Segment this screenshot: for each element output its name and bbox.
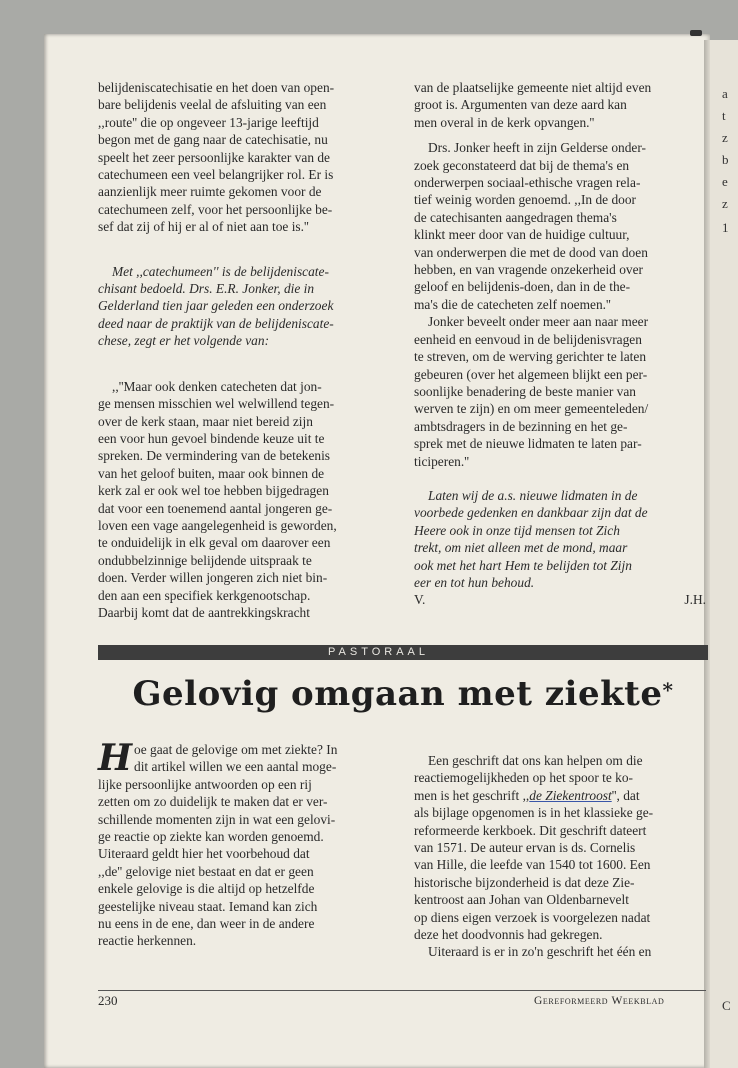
text-line: reformeerde kerkboek. Dit geschrift dateert	[414, 822, 647, 838]
column-right-top	[414, 79, 706, 609]
facing-page-fragment: e	[722, 174, 728, 189]
closing-paragraph	[414, 487, 706, 591]
text-line: ook met het hart Hem te belijden tot Zijn	[414, 557, 632, 573]
text-line: den aan een specifiek kerkgenootschap.	[98, 587, 311, 603]
text-fragment: men is het geschrift ,,	[414, 787, 530, 803]
text-line: zetten om zo duidelijk te maken dat er ver-	[98, 794, 328, 810]
facing-page-edge	[704, 40, 738, 1068]
text-line: klinkt meer door van de huidige cultuur,	[414, 227, 630, 243]
headline-text: Gelovig omgaan met ziekte	[132, 674, 663, 714]
text-line: belijdeniscatechisatie en het doen van open-	[98, 80, 335, 95]
paragraph	[414, 313, 706, 470]
section-bar	[98, 645, 708, 660]
text-line: van Hille, die leefde van 1540 tot 1600. Een	[414, 857, 651, 873]
text-line: doen. Verder willen jongeren zich niet bin-	[98, 570, 328, 586]
text-line: ondubbelzinnige belijdende uitspraak te	[98, 552, 312, 568]
facing-page-fragment: z	[722, 196, 728, 211]
text-line: Laten wij de a.s. nieuwe lidmaten in de	[428, 487, 638, 503]
signature-right: J.H.	[684, 592, 706, 608]
text-line: zoek geconstateerd dat bij de thema's en	[414, 157, 630, 173]
text-line: trekt, om niet alleen met de mond, maar	[414, 540, 628, 556]
column-right-bottom	[414, 752, 706, 961]
text-line: Heere ook in onze tijd mensen tot Zich	[414, 522, 620, 538]
text-line: groot is. Argumenten van deze aard kan	[414, 97, 627, 113]
ziekentroost-link[interactable]: de Ziekentroost	[529, 787, 612, 803]
text-line: hebben, en van vragende onzekerheid over	[414, 262, 644, 278]
facing-page-fragment: 1	[722, 220, 729, 235]
page-number: 230	[98, 993, 118, 1008]
text-line: lijke persoonlijke antwoorden op een rij	[98, 776, 312, 792]
text-line: eer en tot hun behoud.	[414, 574, 535, 590]
text-line: ,,de'' gelovige niet bestaat en dat er geen	[98, 863, 314, 879]
text-line: aanzienlijk meer ruimte gekomen voor de	[98, 184, 322, 200]
text-line: Jonker beveelt onder meer aan naar meer	[428, 314, 649, 330]
text-line: van de plaatselijke gemeente niet altijd even	[414, 80, 652, 95]
text-line: ,,''Maar ook denken catecheten dat jon-	[112, 378, 322, 394]
quote-paragraph	[98, 378, 394, 622]
text-line: nu eens in de ene, dan weer in de andere	[98, 916, 315, 932]
footnote-mark: *	[662, 678, 674, 702]
text-line: men overal in de kerk opvangen.''	[414, 114, 595, 130]
text-line: tief weinig worden genoemd. ,,In de door	[414, 192, 636, 208]
text-line: ticiperen.''	[414, 453, 470, 469]
text-line: catechumeen zelf, voor het persoonlijke be-	[98, 201, 333, 217]
section-label: PASTORAAL	[328, 646, 430, 658]
text-line: de catechisanten aangedragen thema's	[414, 209, 617, 225]
signature-line	[414, 591, 706, 608]
text-line: ge reactie op ziekte kan worden genoemd.	[98, 829, 324, 845]
text-line: Uiteraard geldt hier het voorbehoud dat	[98, 846, 310, 862]
text-line: Daarbij komt dat de aantrekkingskracht	[98, 604, 310, 620]
text-line: schillende momenten zijn in wat een gelovi-	[98, 811, 336, 827]
text-line: eenheid en eenvoud in de belijdenisvragen	[414, 331, 642, 347]
text-line: sprek met de nieuwe lidmaten te laten par-	[414, 436, 642, 452]
text-line: van het geloof buiten, maar ook binnen de	[98, 465, 325, 481]
article-headline	[98, 672, 708, 716]
text-line: Een geschrift dat ons kan helpen om die	[428, 753, 643, 768]
column-left-bottom	[98, 737, 394, 950]
text-line: een voor hun gevoel bindende keuze uit te	[98, 430, 325, 446]
paragraph	[98, 79, 394, 236]
facing-page-fragment: t	[722, 108, 726, 123]
text-line: ,,route'' die op ongeveer 13-jarige leeftijd	[98, 114, 319, 130]
text-fragment: '', dat	[611, 787, 640, 803]
text-line: Uiteraard is er in zo'n geschrift het één en	[428, 944, 652, 960]
text-line: Drs. Jonker heeft in zijn Gelderse onder-	[428, 140, 646, 156]
text-line: deze het doodvonnis had gekregen.	[414, 927, 603, 943]
text-line: begon met de gang naar de catechisatie, nu	[98, 132, 328, 148]
text-line: over de kerk staan, maar niet bereid zijn	[98, 413, 313, 429]
text-line: op diens eigen verzoek is voorgelezen nadat	[414, 909, 651, 925]
facing-page-fragment: b	[722, 152, 729, 167]
text-line: reactiemogelijkheden op het spoor te ko-	[414, 770, 634, 786]
text-line: geloof en belijdenis-doen, dan in de the-	[414, 279, 631, 295]
text-line: speelt het zeer persoonlijke karakter van de	[98, 149, 330, 165]
text-line: sef dat zij of hij er al of niet aan toe is.''	[98, 219, 309, 235]
text-line: bare belijdenis veelal de afsluiting van een	[98, 97, 327, 113]
editor-note	[98, 263, 394, 350]
text-line: spreken. De vermindering van de betekenis	[98, 448, 331, 464]
text-line: chese, zegt er het volgende van:	[98, 333, 270, 349]
text-line: te onduidelijk in elk geval om daarover een	[98, 535, 331, 551]
text-line: onderwerpen sociaal-ethische vragen rela-	[414, 175, 641, 191]
text-line: dit artikel willen we een aantal moge-	[134, 759, 337, 775]
footer-rule	[98, 990, 706, 991]
journal-title: Gereformeerd Weekblad	[534, 995, 665, 1007]
text-line: kentroost aan Johan van Oldenbarnevelt	[414, 892, 629, 908]
paragraph	[414, 139, 706, 313]
text-line: Met ,,catechumeen'' is de belijdeniscate-	[112, 263, 329, 279]
text-line: ambtsdragers in de bezinning en het ge-	[414, 418, 628, 434]
text-line: soonlijke benadering de beste manier van	[414, 383, 636, 399]
text-line: geestelijke niveau staat. Iemand kan zich	[98, 898, 318, 914]
text-line: Gelderland tien jaar geleden een onderzoek	[98, 298, 334, 314]
text-line: oe gaat de gelovige om met ziekte? In	[134, 742, 338, 757]
text-line: chisant bedoeld. Drs. E.R. Jonker, die in	[98, 281, 315, 297]
text-line: van onderwerpen die met de dood van doen	[414, 244, 648, 260]
text-line: catechumeen een veel belangrijker rol. Er is	[98, 167, 334, 183]
binding-clip	[690, 0, 702, 60]
column-left-top	[98, 79, 394, 621]
text-line: van 1571. De auteur ervan is ds. Cornelis	[414, 840, 636, 856]
signature-left: V.	[414, 592, 426, 608]
text-line-with-link	[414, 787, 706, 804]
text-line: ge mensen misschien wel welwillend tegen-	[98, 396, 335, 412]
text-line: gebeuren (over het algemeen blijkt een per-	[414, 366, 648, 382]
text-line: te streven, om de werving gerichter te laten	[414, 349, 647, 365]
drop-cap: H	[98, 737, 133, 779]
text-line: loven een vage aangelegenheid is geworden,	[98, 517, 337, 533]
text-line: als bijlage opgenomen is in het klassieke ge-	[414, 805, 654, 821]
text-line: ma's die de catecheten zelf noemen.''	[414, 296, 611, 312]
text-line: kerk zal er ook wel toe hebben bijgedragen	[98, 483, 329, 499]
text-line: reactie herkennen.	[98, 933, 197, 949]
text-line: deed naar de praktijk van de belijdeniscate-	[98, 315, 334, 331]
text-line: historische bijzonderheid is dat deze Zie-	[414, 874, 635, 890]
facing-page-fragment: a	[722, 86, 728, 101]
text-line: werven te zijn) en om meer gemeenteleden/	[414, 401, 649, 417]
text-line: enkele gelovige is die altijd op hetzelfde	[98, 881, 315, 897]
facing-page-fragment: C	[722, 998, 731, 1013]
facing-page-fragment: z	[722, 130, 728, 145]
text-line: voorbede gedenken en dankbaar zijn dat de	[414, 505, 648, 521]
text-line: dat voor een toenemend aantal jongeren ge-	[98, 500, 333, 516]
paragraph	[414, 79, 706, 131]
